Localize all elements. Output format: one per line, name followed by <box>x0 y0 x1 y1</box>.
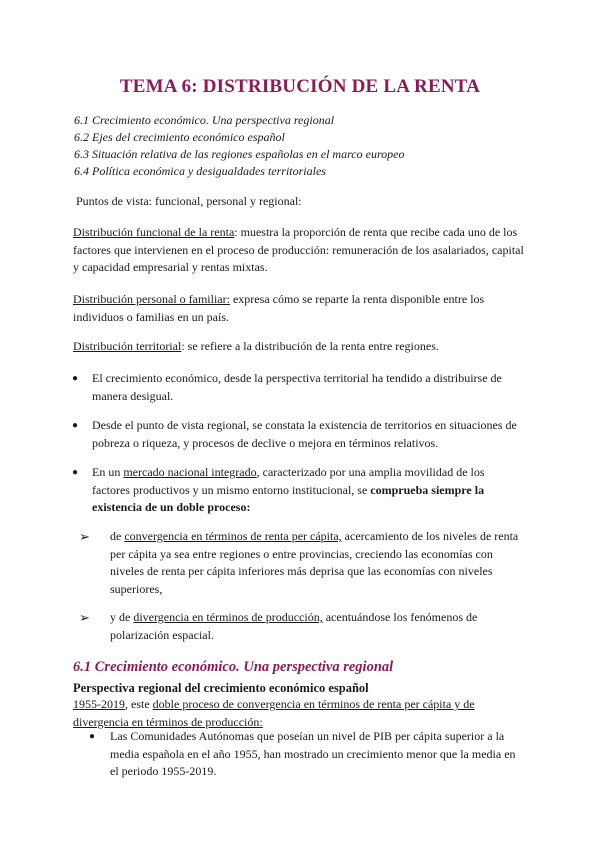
list-item <box>72 370 525 405</box>
section-subheading: Perspectiva regional del crecimiento económico español <box>73 681 369 695</box>
territorial-term: Distribución territorial <box>73 339 182 353</box>
bullet-text: Desde el punto de vista regional, se constata la existencia de territorios en situaciones de pobreza o riqueza, y procesos de declive o mejora en términos relativos. <box>92 418 517 450</box>
list-item <box>72 417 525 452</box>
arrow-text-underlined: divergencia en términos de producción, <box>133 610 323 624</box>
arrow-text-pre: de <box>110 529 125 543</box>
table-of-contents <box>74 112 405 180</box>
personal-term: Distribución personal o familiar: <box>73 292 230 306</box>
toc-item[interactable]: 6.2 Ejes del crecimiento económico español <box>74 130 285 144</box>
bullet-icon: ● <box>72 467 79 478</box>
toc-item[interactable]: 6.3 Situación relativa de las regiones españolas en el marco europeo <box>74 147 405 161</box>
funcional-text: : muestra la proporción de renta que recibe cada uno de los factores que intervienen en el proceso de producción: remuneración de los asalariados, capital y capacidad empresarial y rentas mixtas. <box>73 225 524 274</box>
bullet-text: Las Comunidades Autónomas que poseían un nivel de PIB per cápita superior a la media española en el año 1955, han mostrado un crecimiento menor que la media en el periodo 1955-2019. <box>110 729 516 778</box>
arrow-text: acentuándose los fenómenos de polarización espacial. <box>110 610 478 642</box>
arrow-text-pre: y de <box>110 610 134 624</box>
toc-item[interactable]: 6.4 Política económica y desigualdades territoriales <box>74 164 326 178</box>
section-intro-mid: , este <box>125 697 153 711</box>
toc-item[interactable]: 6.1 Crecimiento económico. Una perspectiva regional <box>74 113 335 127</box>
list-item <box>89 728 525 781</box>
arrow-bullet-icon: ➢ <box>79 610 90 625</box>
arrow-text-underlined: convergencia en términos de renta per cápita, <box>124 529 342 543</box>
bullet-text-pre: En un <box>92 465 124 479</box>
funcional-paragraph <box>73 224 525 277</box>
personal-paragraph <box>73 291 525 326</box>
arrow-text: acercamiento de los niveles de renta per cápita ya sea entre regiones o entre provincias, creciendo las economías con niveles de renta per cápita inferiores más deprisa que las economías con niveles superiores, <box>110 529 519 596</box>
section-intro <box>73 696 525 731</box>
funcional-term: Distribución funcional de la renta <box>73 225 235 239</box>
arrow-list-item <box>79 609 525 644</box>
territorial-text: : se refiere a la distribución de la renta entre regiones. <box>181 339 439 353</box>
bullet-text-mid: , caracterizado por una amplia movilidad de los factores productivos y un mismo entorno institucional, se <box>92 465 485 497</box>
arrow-list-item <box>79 528 525 598</box>
section-intro-underlined: doble proceso de convergencia en términos de renta per cápita y de divergencia en términos de producción: <box>73 697 475 729</box>
territorial-paragraph <box>73 338 525 356</box>
section-heading: 6.1 Crecimiento económico. Una perspectiva regional <box>73 659 394 675</box>
bullet-icon: ● <box>89 731 96 742</box>
arrow-bullet-icon: ➢ <box>79 529 90 544</box>
viewpoints-line: Puntos de vista: funcional, personal y regional: <box>76 194 302 208</box>
list-item <box>72 464 525 517</box>
bullet-text-underlined: mercado nacional integrado <box>123 465 257 479</box>
personal-text: expresa cómo se reparte la renta disponible entre los individuos o familias en un país. <box>73 292 485 324</box>
bullet-text-bold: comprueba siempre la existencia de un doble proceso: <box>92 482 485 514</box>
section-years: 1955-2019 <box>73 697 125 711</box>
bullet-text: El crecimiento económico, desde la perspectiva territorial ha tendido a distribuirse de manera desigual. <box>92 371 502 403</box>
bullet-icon: ● <box>72 420 79 431</box>
bullet-icon: ● <box>72 373 79 384</box>
page-title: TEMA 6: DISTRIBUCIÓN DE LA RENTA <box>119 76 481 97</box>
